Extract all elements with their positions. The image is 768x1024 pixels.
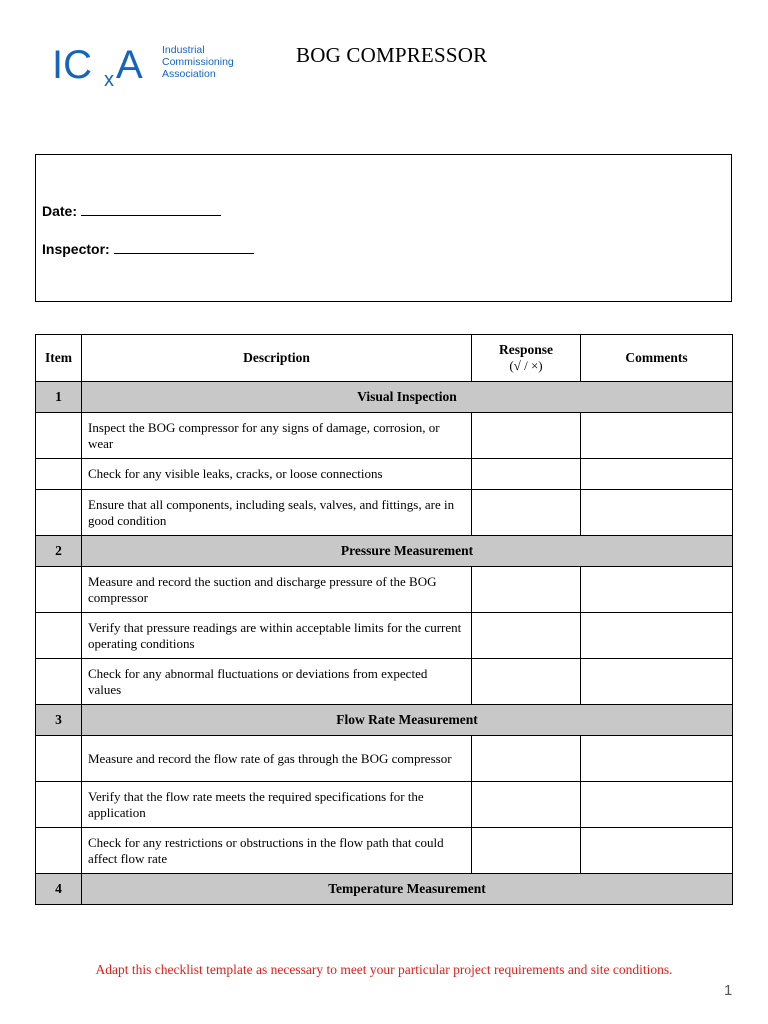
section-title: Pressure Measurement	[82, 536, 733, 567]
item-number-cell	[36, 659, 82, 705]
item-description: Inspect the BOG compressor for any signs of damage, corrosion, or wear	[82, 413, 472, 459]
section-row	[36, 874, 733, 905]
item-number-cell	[36, 459, 82, 490]
page-number: 1	[724, 982, 733, 999]
header-response	[472, 335, 581, 382]
logo-line-3: Association	[162, 68, 216, 80]
logo-line-1: Industrial	[162, 44, 205, 56]
checklist-item-row	[36, 567, 733, 613]
checklist-item-row	[36, 736, 733, 782]
inspector-line	[42, 240, 254, 257]
inspector-label: Inspector:	[42, 241, 110, 257]
checklist-item-row	[36, 613, 733, 659]
comments-cell[interactable]	[581, 490, 733, 536]
icxa-logo	[52, 40, 242, 92]
item-number-cell	[36, 782, 82, 828]
comments-cell[interactable]	[581, 567, 733, 613]
response-cell[interactable]	[472, 736, 581, 782]
logo-letter-x: x	[104, 69, 114, 91]
section-row	[36, 382, 733, 413]
date-field[interactable]	[81, 202, 221, 216]
response-cell[interactable]	[472, 782, 581, 828]
item-description: Verify that the flow rate meets the required specifications for the application	[82, 782, 472, 828]
response-cell[interactable]	[472, 459, 581, 490]
response-cell[interactable]	[472, 413, 581, 459]
section-row	[36, 705, 733, 736]
item-number-cell	[36, 413, 82, 459]
comments-cell[interactable]	[581, 782, 733, 828]
section-number: 3	[36, 705, 82, 736]
checklist-table	[35, 334, 733, 905]
logo-letter-a: A	[116, 43, 143, 87]
logo-line-2: Commissioning	[162, 56, 234, 68]
item-number-cell	[36, 736, 82, 782]
section-title: Temperature Measurement	[82, 874, 733, 905]
comments-cell[interactable]	[581, 413, 733, 459]
inspection-info-box	[35, 154, 732, 302]
item-description: Check for any restrictions or obstructions in the flow path that could affect flow rate	[82, 828, 472, 874]
table-header-row	[36, 335, 733, 382]
icxa-logo-mark	[52, 40, 156, 92]
response-cell[interactable]	[472, 490, 581, 536]
item-number-cell	[36, 613, 82, 659]
inspector-field[interactable]	[114, 240, 254, 254]
item-number-cell	[36, 567, 82, 613]
response-cell[interactable]	[472, 613, 581, 659]
header-response-label: Response	[498, 342, 553, 357]
response-cell[interactable]	[472, 567, 581, 613]
checklist-item-row	[36, 490, 733, 536]
item-description: Ensure that all components, including seals, valves, and fittings, are in good condition	[82, 490, 472, 536]
item-description: Check for any abnormal fluctuations or deviations from expected values	[82, 659, 472, 705]
item-number-cell	[36, 828, 82, 874]
response-cell[interactable]	[472, 828, 581, 874]
section-number: 4	[36, 874, 82, 905]
comments-cell[interactable]	[581, 659, 733, 705]
footer-note: Adapt this checklist template as necessary to meet your particular project requirements and site conditions.	[95, 962, 673, 977]
comments-cell[interactable]	[581, 613, 733, 659]
header-description: Description	[82, 335, 472, 382]
item-description: Check for any visible leaks, cracks, or loose connections	[82, 459, 472, 490]
comments-cell[interactable]	[581, 828, 733, 874]
section-number: 1	[36, 382, 82, 413]
document-title: BOG COMPRESSOR	[296, 43, 488, 67]
item-description: Verify that pressure readings are within acceptable limits for the current operating conditions	[82, 613, 472, 659]
date-label: Date:	[42, 203, 78, 219]
date-line	[42, 202, 221, 219]
checklist-item-row	[36, 828, 733, 874]
section-row	[36, 536, 733, 567]
checklist-body	[36, 382, 733, 905]
checklist-item-row	[36, 413, 733, 459]
checklist-item-row	[36, 782, 733, 828]
comments-cell[interactable]	[581, 736, 733, 782]
comments-cell[interactable]	[581, 459, 733, 490]
response-cell[interactable]	[472, 659, 581, 705]
checklist-item-row	[36, 459, 733, 490]
item-description: Measure and record the flow rate of gas through the BOG compressor	[82, 736, 472, 782]
logo-letters-ic: IC	[52, 43, 92, 87]
header-comments: Comments	[581, 335, 733, 382]
item-number-cell	[36, 490, 82, 536]
section-title: Flow Rate Measurement	[82, 705, 733, 736]
checklist-item-row	[36, 659, 733, 705]
header-response-sub: (√ / ×)	[509, 358, 543, 373]
logo-wordmark	[162, 44, 252, 80]
section-title: Visual Inspection	[82, 382, 733, 413]
section-number: 2	[36, 536, 82, 567]
header-item: Item	[36, 335, 82, 382]
item-description: Measure and record the suction and discharge pressure of the BOG compressor	[82, 567, 472, 613]
